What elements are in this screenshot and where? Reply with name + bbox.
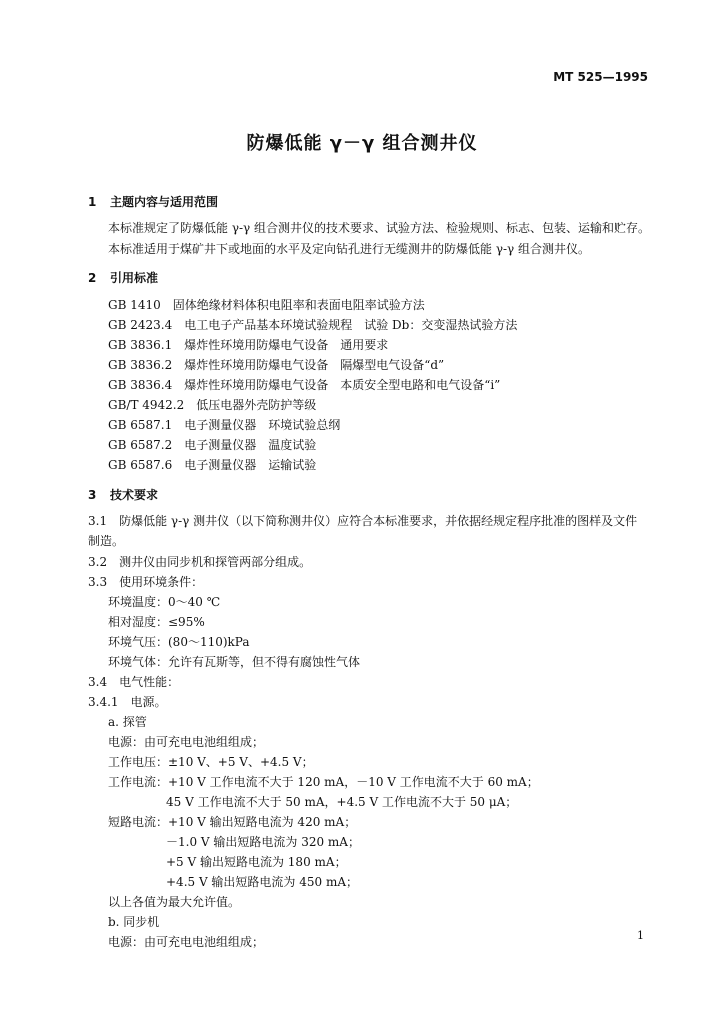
- section-1-heading: [88, 193, 218, 210]
- spec-line: －1.0 V 输出短路电流为 320 mA；: [166, 835, 360, 849]
- clause-3-2: 3.2 测井仪由同步机和探管两部分组成。: [88, 555, 312, 569]
- clause-3-4-1: 3.4.1 电源。: [88, 695, 167, 709]
- item-a: a. 探管: [108, 715, 147, 729]
- clause-3-1: 3.1 防爆低能 γ-γ 测井仪（以下简称测井仪）应符合本标准要求，并依据经规定程序批准的图样及文件: [88, 514, 638, 528]
- standard-number: MT 525—1995: [553, 70, 648, 84]
- env-item: 环境温度：0～40 ℃: [108, 595, 221, 609]
- paragraph: 本标准适用于煤矿井下或地面的水平及定向钻孔进行无缆测井的防爆低能 γ-γ 组合测井仪。: [108, 242, 591, 256]
- clause-3-4: 3.4 电气性能：: [88, 675, 180, 689]
- paragraph: 本标准规定了防爆低能 γ-γ 组合测井仪的技术要求、试验方法、检验规则、标志、包装、运输和贮存。: [108, 221, 651, 235]
- reference-item: GB 1410 固体绝缘材料体积电阻率和表面电阻率试验方法: [108, 298, 425, 312]
- section-1-number: 1: [88, 195, 97, 209]
- spec-line: +4.5 V 输出短路电流为 450 mA；: [166, 875, 359, 889]
- section-2-number: 2: [88, 271, 97, 285]
- spec-line: 电源：由可充电电池组组成；: [108, 935, 265, 949]
- section-2-title: 引用标准: [110, 271, 159, 285]
- env-item: 环境气压：(80～110)kPa: [108, 635, 250, 649]
- reference-item: GB 6587.1 电子测量仪器 环境试验总纲: [108, 418, 341, 432]
- section-3-title: 技术要求: [110, 488, 159, 502]
- section-2-heading: [88, 269, 158, 286]
- reference-item: GB 3836.1 爆炸性环境用防爆电气设备 通用要求: [108, 338, 389, 352]
- spec-line: 电源：由可充电电池组组成；: [108, 735, 265, 749]
- reference-item: GB 6587.2 电子测量仪器 温度试验: [108, 438, 317, 452]
- spec-line: 以上各值为最大允许值。: [108, 895, 241, 909]
- section-3-heading: [88, 486, 158, 503]
- section-1-title: 主题内容与适用范围: [110, 195, 219, 209]
- spec-line: 工作电流：+10 V 工作电流不大于 120 mA，－10 V 工作电流不大于 60 mA；: [108, 775, 539, 789]
- env-item: 环境气体：允许有瓦斯等，但不得有腐蚀性气体: [108, 655, 361, 669]
- page-number: 1: [637, 929, 644, 942]
- document-title: 防爆低能 γ－γ 组合测井仪: [246, 133, 478, 154]
- reference-item: GB/T 4942.2 低压电器外壳防护等级: [108, 398, 317, 412]
- reference-item: GB 3836.4 爆炸性环境用防爆电气设备 本质安全型电路和电气设备“i”: [108, 378, 501, 392]
- clause-3-1-cont: 制造。: [88, 534, 125, 548]
- env-item: 相对湿度：≤95%: [108, 615, 205, 629]
- reference-item: GB 2423.4 电工电子产品基本环境试验规程 试验 Db：交变湿热试验方法: [108, 318, 518, 332]
- reference-item: GB 3836.2 爆炸性环境用防爆电气设备 隔爆型电气设备“d”: [108, 358, 445, 372]
- section-3-number: 3: [88, 488, 97, 502]
- item-b: b. 同步机: [108, 915, 160, 929]
- spec-line: 工作电压：±10 V、+5 V、+4.5 V；: [108, 755, 314, 769]
- reference-item: GB 6587.6 电子测量仪器 运输试验: [108, 458, 317, 472]
- spec-line: +5 V 输出短路电流为 180 mA；: [166, 855, 347, 869]
- clause-3-3: 3.3 使用环境条件：: [88, 575, 204, 589]
- spec-line: 短路电流：+10 V 输出短路电流为 420 mA；: [108, 815, 357, 829]
- spec-line: 45 V 工作电流不大于 50 mA，+4.5 V 工作电流不大于 50 μA；: [166, 795, 518, 809]
